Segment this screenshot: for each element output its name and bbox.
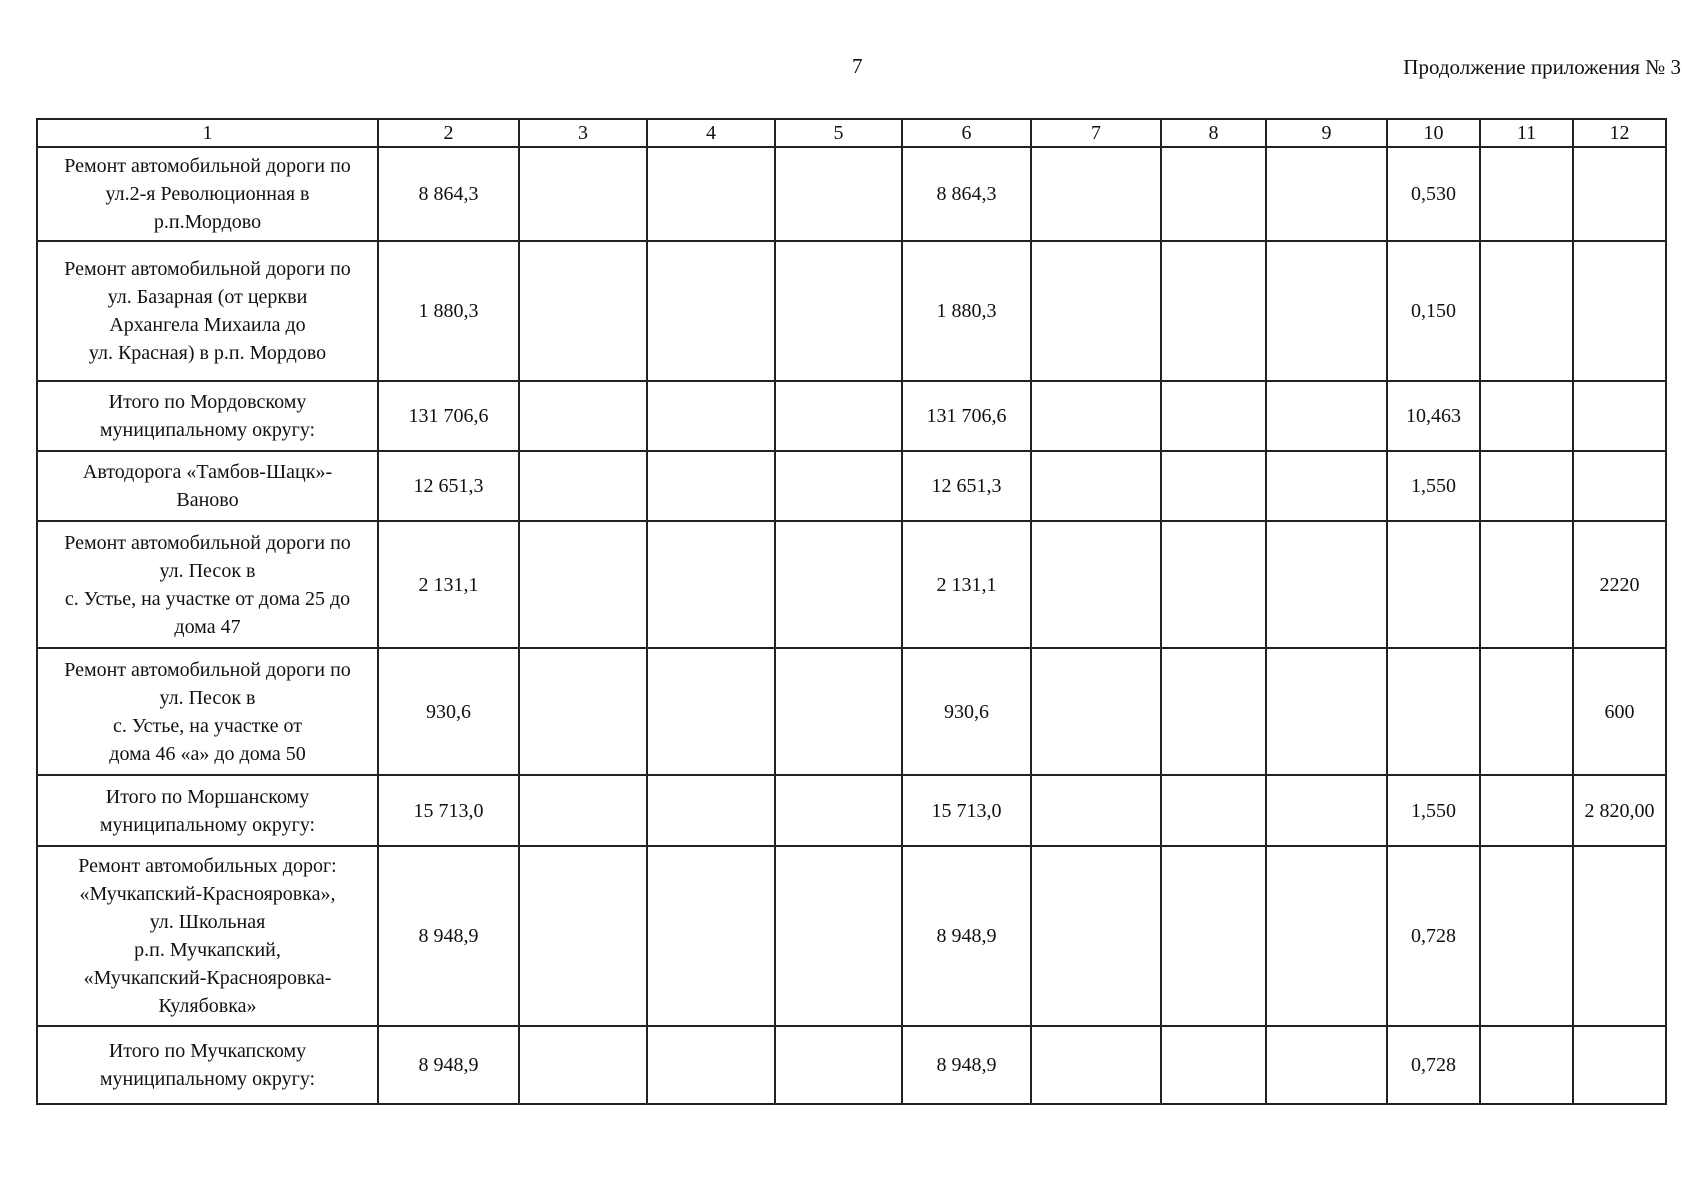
table-cell [1573,846,1666,1026]
table-cell [1266,648,1387,775]
table-cell: 2 820,00 [1573,775,1666,846]
road-name-cell: Ремонт автомобильных дорог: «Мучкапский-Краснояровка», ул. Школьная р.п. Мучкапский, «Мучкапский-Краснояровка- Кулябовка» [37,846,378,1026]
table-cell [1031,147,1161,241]
table-row [37,241,1666,381]
table-cell [1266,241,1387,381]
table-cell [519,451,647,521]
table-cell [519,846,647,1026]
table-cell [519,775,647,846]
column-header: 8 [1161,119,1266,147]
table-cell [1161,147,1266,241]
table-cell [647,241,775,381]
table-cell [1031,846,1161,1026]
table-cell: 930,6 [902,648,1031,775]
column-header: 5 [775,119,902,147]
table-cell [1266,521,1387,648]
table-cell [1387,648,1480,775]
table-cell [519,147,647,241]
table-cell [1031,451,1161,521]
table-cell: 0,530 [1387,147,1480,241]
table-cell [1031,775,1161,846]
table-cell: 131 706,6 [902,381,1031,451]
table-cell [519,381,647,451]
table-cell [519,648,647,775]
table-cell [1266,381,1387,451]
table-cell [775,775,902,846]
column-header: 1 [37,119,378,147]
column-header: 11 [1480,119,1573,147]
table-cell: 2 131,1 [902,521,1031,648]
table-cell [1266,846,1387,1026]
table-cell: 12 651,3 [902,451,1031,521]
table-cell [775,648,902,775]
table-cell [1573,381,1666,451]
table-cell [647,846,775,1026]
table-cell [1480,147,1573,241]
total-label-cell: Итого по Мучкапскому муниципальному округу: [37,1026,378,1104]
table-cell [775,451,902,521]
table-cell [1161,381,1266,451]
table-cell [1266,775,1387,846]
total-row [37,381,1666,451]
table-cell [1480,775,1573,846]
table-cell [1161,775,1266,846]
table-cell: 0,728 [1387,1026,1480,1104]
page-number: 7 [852,54,863,78]
table-cell [519,1026,647,1104]
table-cell [1161,648,1266,775]
table-cell [775,1026,902,1104]
table-cell: 0,150 [1387,241,1480,381]
table-cell [775,381,902,451]
road-name-cell: Ремонт автомобильной дороги по ул. Песок в с. Устье, на участке от дома 25 до дома 47 [37,521,378,648]
table-cell: 131 706,6 [378,381,519,451]
column-header: 10 [1387,119,1480,147]
table-cell: 2220 [1573,521,1666,648]
table-cell: 8 948,9 [378,1026,519,1104]
road-name-cell: Автодорога «Тамбов-Шацк»- Ваново [37,451,378,521]
table-cell [1266,1026,1387,1104]
road-name-cell: Ремонт автомобильной дороги по ул. Песок в с. Устье, на участке от дома 46 «а» до дома 50 [37,648,378,775]
table-row [37,648,1666,775]
table-cell: 15 713,0 [378,775,519,846]
table-cell [1161,451,1266,521]
table-cell [647,1026,775,1104]
table-row [37,147,1666,241]
table-cell [647,648,775,775]
column-header: 12 [1573,119,1666,147]
table-cell [1480,381,1573,451]
table-cell [1161,846,1266,1026]
table-row [37,451,1666,521]
table-cell [647,147,775,241]
table-cell [1161,241,1266,381]
column-header: 6 [902,119,1031,147]
table-cell: 8 864,3 [902,147,1031,241]
table-cell [1161,521,1266,648]
table-cell [1480,241,1573,381]
table-cell [1031,1026,1161,1104]
table-cell: 15 713,0 [902,775,1031,846]
table-cell [1480,1026,1573,1104]
total-label-cell: Итого по Мордовскому муниципальному округу: [37,381,378,451]
table-cell [1480,521,1573,648]
table-cell [775,241,902,381]
table-cell [519,241,647,381]
table-cell: 0,728 [1387,846,1480,1026]
table-cell [1480,451,1573,521]
table-cell [1161,1026,1266,1104]
table-cell [775,147,902,241]
table-cell [1266,147,1387,241]
table-cell [1031,521,1161,648]
total-row [37,775,1666,846]
table-cell [1031,241,1161,381]
table-cell: 10,463 [1387,381,1480,451]
table-cell: 1,550 [1387,775,1480,846]
table-cell [1031,381,1161,451]
table-cell: 930,6 [378,648,519,775]
table-cell: 1 880,3 [902,241,1031,381]
table-cell [647,381,775,451]
table-cell [519,521,647,648]
data-table [36,118,1667,1105]
column-header: 9 [1266,119,1387,147]
table-cell: 600 [1573,648,1666,775]
total-label-cell: Итого по Моршанскому муниципальному округу: [37,775,378,846]
table-cell [775,846,902,1026]
table-cell: 2 131,1 [378,521,519,648]
table-cell [647,451,775,521]
table-cell [1031,648,1161,775]
total-row [37,1026,1666,1104]
table-cell: 12 651,3 [378,451,519,521]
table-cell [1480,846,1573,1026]
table-cell [775,521,902,648]
table-cell [1266,451,1387,521]
table-cell: 1,550 [1387,451,1480,521]
table-cell [647,521,775,648]
table-cell: 8 864,3 [378,147,519,241]
appendix-note: Продолжение приложения № 3 [1403,55,1681,79]
table-cell [1573,241,1666,381]
table-cell: 1 880,3 [378,241,519,381]
column-number-row [37,119,1666,147]
table-cell [1387,521,1480,648]
table-cell: 8 948,9 [902,846,1031,1026]
column-header: 2 [378,119,519,147]
column-header: 4 [647,119,775,147]
table-row [37,521,1666,648]
table-cell [1573,147,1666,241]
table-cell [647,775,775,846]
column-header: 3 [519,119,647,147]
table-cell [1573,1026,1666,1104]
table-row [37,846,1666,1026]
table-cell [1480,648,1573,775]
road-name-cell: Ремонт автомобильной дороги по ул.2-я Революционная в р.п.Мордово [37,147,378,241]
column-header: 7 [1031,119,1161,147]
road-name-cell: Ремонт автомобильной дороги по ул. Базарная (от церкви Архангела Михаила до ул. Красная) в р.п. Мордово [37,241,378,381]
table-cell: 8 948,9 [902,1026,1031,1104]
table-cell: 8 948,9 [378,846,519,1026]
table-cell [1573,451,1666,521]
